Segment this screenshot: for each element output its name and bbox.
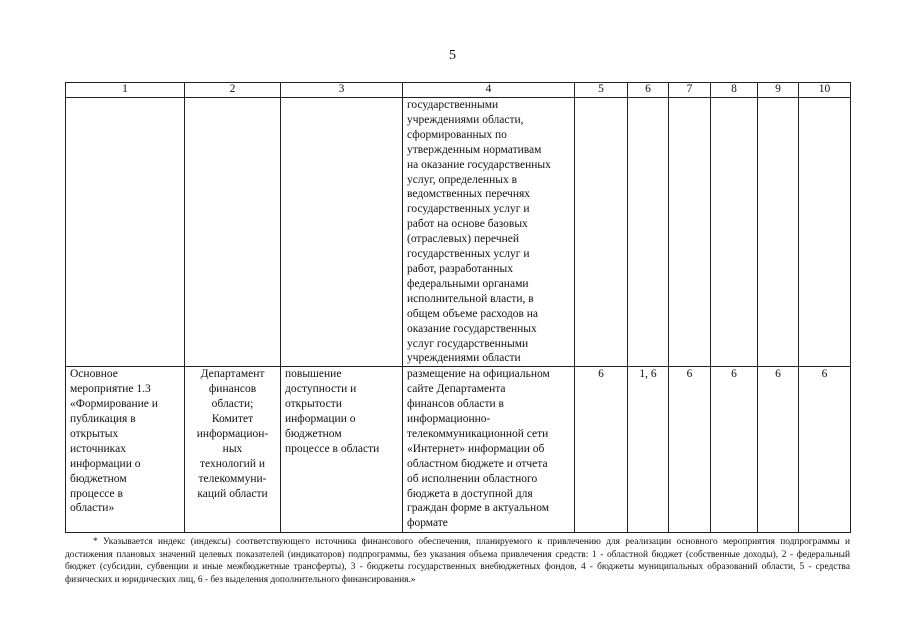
row1-cell-1 (66, 98, 185, 367)
program-table (65, 82, 851, 533)
table-row (66, 367, 851, 533)
header-cell-3: 3 (281, 83, 403, 98)
header-cell-10: 10 (799, 83, 851, 98)
footnote: * Указывается индекс (индексы) соответствующего источника финансового обеспечения, планируемого к привлечению для реализации основного мероприятия подпрограммы и достижения плановых значений целевых показателей (индикаторов) подпрограммы, без указания объема привлечения средств: 1 - областной бюджет (собственные доходы), 2 - федеральный бюджет (субсидии, субвенции и иные межбюджетные трансферты), 3 - бюджеты государственных внебюджетных фондов, 4 - бюджеты муниципальных образований области, 5 - средства физических и юридических лиц, 6 - без выделения дополнительного финансирования.» (65, 537, 850, 585)
row1-cell-6 (628, 98, 669, 367)
header-cell-2: 2 (185, 83, 281, 98)
header-cell-6: 6 (628, 83, 669, 98)
page-number: 5 (449, 48, 456, 63)
header-cell-4: 4 (403, 83, 575, 98)
source-index-6: 1, 6 (628, 367, 669, 533)
source-index-8: 6 (711, 367, 758, 533)
responsible-executors: Департамент финансов области; Комитет информацион- ных технологий и телекоммуни- каций области (185, 367, 281, 533)
row1-cell-2 (185, 98, 281, 367)
row1-cell-7 (669, 98, 711, 367)
row1-cell-8 (711, 98, 758, 367)
indicator-description: размещение на официальном сайте Департамента финансов области в информационно- телекоммуникационной сети «Интернет» информации об областном бюджете и отчета об исполнении областного бюджета в доступной для граждан форме в актуальном формате (403, 367, 575, 533)
row1-indicator-text: государственными учреждениями области, сформированных по утвержденным нормативам на оказание государственных услуг, определенных в ведомственных перечнях государственных услуг и работ на основе базовых (отраслевых) перечней государственных услуг и работ, разработанных федеральными органами исполнительной власти, в общем объеме расходов на оказание государственных услуг государственными учреждениями области (403, 98, 575, 367)
header-cell-7: 7 (669, 83, 711, 98)
source-index-9: 6 (758, 367, 799, 533)
expected-result: повышение доступности и открытости информации о бюджетном процессе в области (281, 367, 403, 533)
activity-name: Основное мероприятие 1.3 «Формирование и публикация в открытых источниках информации о бюджетном процессе в области» (66, 367, 185, 533)
row1-cell-3 (281, 98, 403, 367)
header-cell-1: 1 (66, 83, 185, 98)
header-cell-8: 8 (711, 83, 758, 98)
table-header-row (66, 83, 851, 98)
row1-cell-10 (799, 98, 851, 367)
table-row (66, 98, 851, 367)
header-cell-9: 9 (758, 83, 799, 98)
row1-cell-9 (758, 98, 799, 367)
source-index-7: 6 (669, 367, 711, 533)
row1-cell-5 (575, 98, 628, 367)
header-cell-5: 5 (575, 83, 628, 98)
source-index-10: 6 (799, 367, 851, 533)
source-index-5: 6 (575, 367, 628, 533)
